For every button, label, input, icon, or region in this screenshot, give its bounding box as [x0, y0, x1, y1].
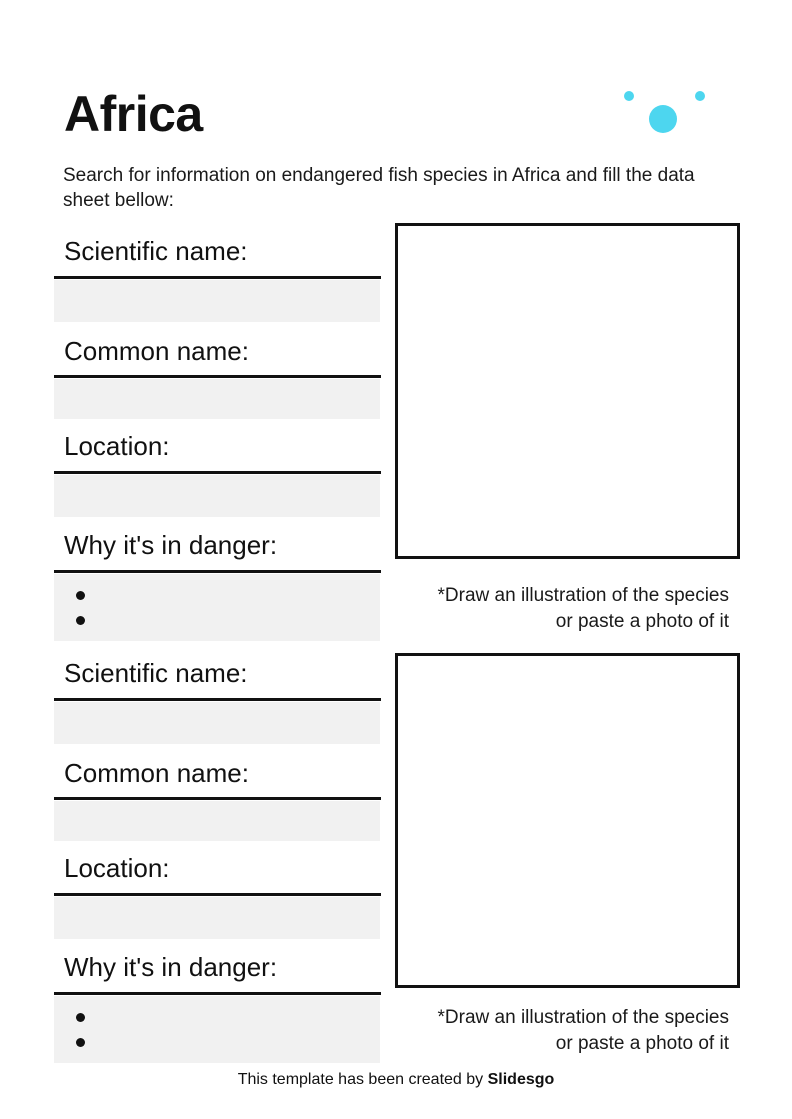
divider: [54, 698, 381, 701]
common-name-label: Common name:: [64, 758, 249, 788]
note-line-1: *Draw an illustration of the species: [437, 585, 729, 606]
common-name-field[interactable]: [54, 801, 380, 841]
scientific-name-label: Scientific name:: [64, 658, 248, 688]
divider: [54, 893, 381, 896]
scientific-name-field[interactable]: [54, 280, 380, 322]
scientific-name-label: Scientific name:: [64, 236, 248, 266]
footer-brand[interactable]: Slidesgo: [487, 1071, 555, 1088]
bullet-icon: [76, 616, 85, 625]
danger-reasons-label: Why it's in danger:: [64, 952, 278, 982]
divider: [54, 276, 381, 279]
note-line-1: *Draw an illustration of the species: [437, 1007, 729, 1028]
divider: [54, 570, 381, 573]
instructions-text: Search for information on endangered fish species in Africa and fill the data sheet bellow:: [63, 165, 695, 211]
common-name-label: Common name:: [64, 336, 249, 366]
location-label: Location:: [64, 431, 170, 461]
page-title: Africa: [64, 86, 203, 142]
note-line-2: or paste a photo of it: [555, 1033, 729, 1054]
illustration-note: [389, 1005, 729, 1057]
bullet-icon: [76, 1013, 85, 1022]
location-field[interactable]: [54, 475, 380, 517]
divider: [54, 375, 381, 378]
note-line-2: or paste a photo of it: [555, 611, 729, 632]
common-name-field[interactable]: [54, 379, 380, 419]
bullet-icon: [76, 591, 85, 600]
danger-reasons-label: Why it's in danger:: [64, 530, 278, 560]
divider: [54, 992, 381, 995]
divider: [54, 797, 381, 800]
divider: [54, 471, 381, 474]
footer-prefix: This template has been created by: [237, 1071, 488, 1088]
illustration-note: [389, 583, 729, 635]
scientific-name-field[interactable]: [54, 702, 380, 744]
illustration-box[interactable]: [395, 653, 740, 988]
location-label: Location:: [64, 853, 170, 883]
location-field[interactable]: [54, 897, 380, 939]
illustration-box[interactable]: [395, 223, 740, 559]
danger-reasons-field[interactable]: [54, 996, 380, 1063]
footer-credit: [0, 1071, 792, 1089]
danger-reasons-field[interactable]: [54, 574, 380, 641]
bullet-icon: [76, 1038, 85, 1047]
